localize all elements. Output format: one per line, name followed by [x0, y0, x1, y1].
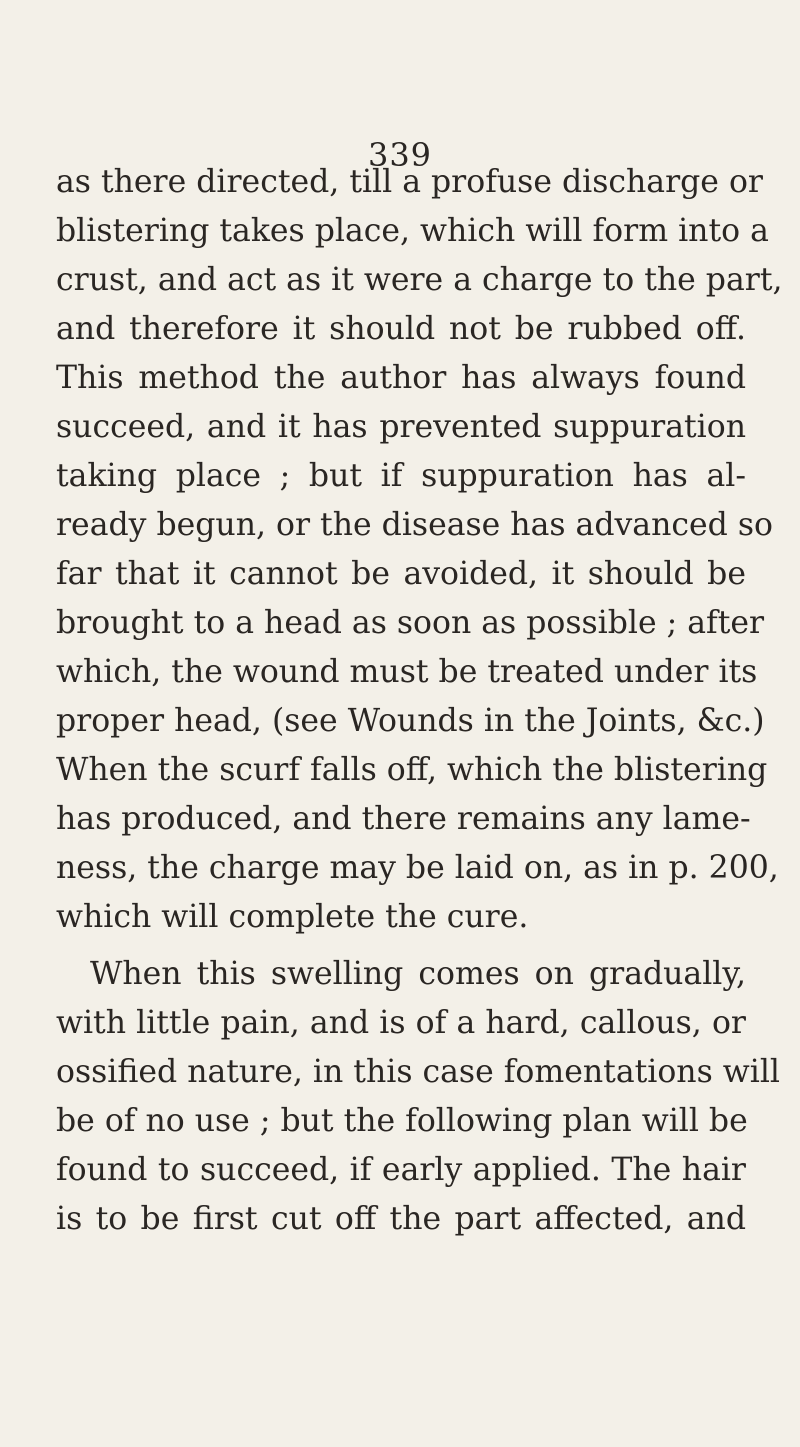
text-line: is to be first cut off the part affected, and	[56, 1201, 746, 1237]
text-line: has produced, and there remains any lame-	[56, 801, 751, 837]
paragraph-1	[56, 158, 783, 942]
text-line: with little pain, and is of a hard, callous, or	[56, 1005, 746, 1041]
text-line: taking place ; but if suppuration has al-	[56, 458, 746, 494]
text-line: When the scurf falls off, which the blistering	[56, 752, 768, 788]
text-line: brought to a head as soon as possible ; after	[56, 605, 765, 641]
text-line: This method the author has always found	[56, 360, 746, 396]
text-line: proper head, (see Wounds in the Joints, &c.)	[56, 703, 765, 739]
text-line: ready begun, or the disease has advanced so	[56, 507, 773, 543]
paragraph-2	[56, 950, 780, 1244]
text-line: When this swelling comes on gradually,	[90, 956, 746, 992]
page-number: 339	[367, 136, 433, 174]
text-line: and therefore it should not be rubbed off.	[56, 311, 746, 347]
text-line: far that it cannot be avoided, it should be	[56, 556, 746, 592]
text-line: be of no use ; but the following plan will be	[56, 1103, 748, 1139]
text-line: which will complete the cure.	[56, 899, 529, 935]
text-line: as there directed, till a profuse discharge or	[56, 164, 763, 200]
text-line: ossified nature, in this case fomentations will	[56, 1054, 780, 1090]
text-line: succeed, and it has prevented suppuration	[56, 409, 746, 445]
text-line: found to succeed, if early applied. The hair	[56, 1152, 746, 1188]
text-line: which, the wound must be treated under its	[56, 654, 758, 690]
text-line: crust, and act as it were a charge to the part,	[56, 262, 783, 298]
text-line: ness, the charge may be laid on, as in p. 200,	[56, 850, 779, 886]
text-line: blistering takes place, which will form into a	[56, 213, 769, 249]
